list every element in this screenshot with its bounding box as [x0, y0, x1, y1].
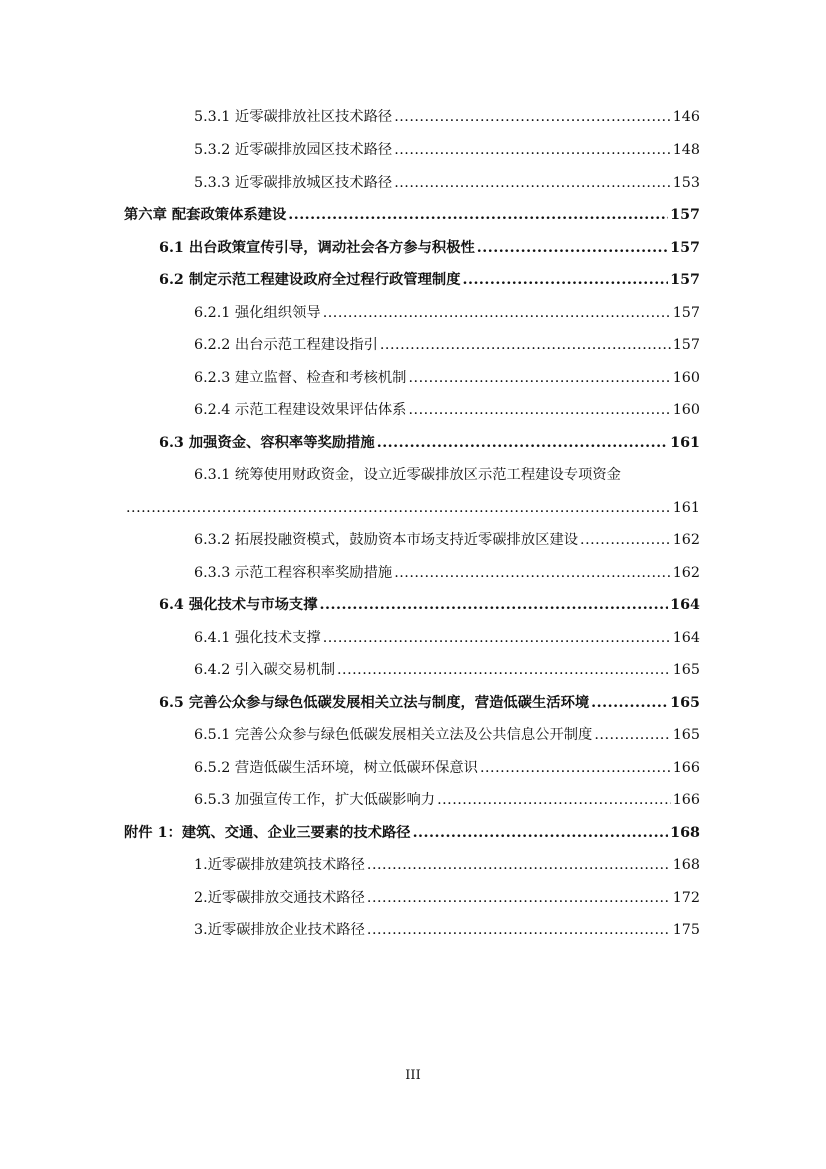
- toc-section-entry[interactable]: [159, 589, 700, 622]
- toc-entry-page: 164: [672, 630, 700, 646]
- toc-leader-dots: [394, 557, 671, 590]
- toc-entry[interactable]: [194, 557, 700, 590]
- toc-section-entry[interactable]: [159, 427, 700, 460]
- toc-leader-dots: [591, 687, 668, 720]
- toc-entry-title: 附件 1：建筑、交通、企业三要素的技术路径: [124, 825, 411, 841]
- toc-leader-dots: [413, 817, 669, 850]
- toc-entry-title: 6.2.1 强化组织领导: [194, 305, 321, 321]
- toc-entry[interactable]: [194, 784, 700, 817]
- toc-entry-title: 5.3.2 近零碳排放园区技术路径: [194, 142, 393, 158]
- toc-entry-page: 162: [672, 565, 700, 581]
- toc-entry[interactable]: [194, 362, 700, 395]
- toc-leader-dots: [437, 784, 671, 817]
- toc-entry-title: 6.1 出台政策宣传引导，调动社会各方参与积极性: [159, 240, 475, 256]
- toc-entry[interactable]: [194, 134, 700, 167]
- toc-leader-dots: [394, 101, 671, 134]
- toc-section-entry[interactable]: [159, 232, 700, 265]
- toc-entry-page: 164: [670, 597, 700, 613]
- toc-chapter-entry[interactable]: [124, 199, 700, 232]
- toc-entry-page: 157: [670, 207, 700, 223]
- toc-entry-title: 6.5.3 加强宣传工作，扩大低碳影响力: [194, 792, 436, 808]
- toc-entry-page: 157: [672, 305, 700, 321]
- toc-entry-title: 6.4 强化技术与市场支撑: [159, 597, 318, 613]
- toc-entry[interactable]: [194, 394, 700, 427]
- toc-entry-page: 162: [672, 532, 700, 548]
- toc-entry-page: 172: [672, 890, 700, 906]
- toc-entry[interactable]: [194, 882, 700, 915]
- toc-leader-dots: [320, 589, 669, 622]
- toc-entry[interactable]: [194, 459, 700, 492]
- toc-entry-page: 153: [672, 175, 700, 191]
- toc-entry[interactable]: [194, 622, 700, 655]
- toc-entry-title: 6.3.2 拓展投融资模式，鼓励资本市场支持近零碳排放区建设: [194, 532, 579, 548]
- toc-leader-dots: [377, 427, 668, 460]
- toc-entry-title: 6.2 制定示范工程建设政府全过程行政管理制度: [159, 272, 461, 288]
- toc-leader-dots: [594, 719, 670, 752]
- toc-entry-page: 161: [670, 435, 700, 451]
- toc-leader-dots: [463, 264, 669, 297]
- toc-entry-page: 157: [670, 240, 700, 256]
- toc-entry[interactable]: [194, 719, 700, 752]
- toc-entry[interactable]: [194, 752, 700, 785]
- toc-section-entry[interactable]: [159, 264, 700, 297]
- toc-entry-title: 6.3.3 示范工程容积率奖励措施: [194, 565, 393, 581]
- toc-entry-title: 6.4.1 强化技术支撑: [194, 630, 321, 646]
- toc-entry-title: 5.3.1 近零碳排放社区技术路径: [194, 109, 393, 125]
- toc-entry-page: 168: [672, 857, 700, 873]
- toc-entry-page: 160: [672, 402, 700, 418]
- toc-entry-page: 148: [672, 142, 700, 158]
- toc-entry-page: 157: [672, 337, 700, 353]
- toc-entry-title: 6.2.3 建立监督、检查和考核机制: [194, 370, 407, 386]
- toc-entry-page: 175: [672, 922, 700, 938]
- toc-leader-dots: [394, 134, 671, 167]
- toc-entry-page: 157: [670, 272, 700, 288]
- toc-section-entry[interactable]: [159, 687, 700, 720]
- toc-entry-page: 165: [672, 727, 700, 743]
- toc-entry[interactable]: [194, 849, 700, 882]
- toc-entry-page: 166: [672, 792, 700, 808]
- toc-entry[interactable]: [194, 101, 700, 134]
- toc-leader-dots: [337, 654, 671, 687]
- page-number: III: [405, 1068, 421, 1083]
- toc-entry-title: 6.5 完善公众参与绿色低碳发展相关立法与制度，营造低碳生活环境: [159, 695, 590, 711]
- toc-entry-title: 6.5.1 完善公众参与绿色低碳发展相关立法及公共信息公开制度: [194, 727, 593, 743]
- toc-appendix-entry[interactable]: [124, 817, 700, 850]
- toc-leader-dots: [367, 882, 671, 915]
- toc-entry[interactable]: [194, 167, 700, 200]
- toc-entry-title: 6.2.2 出台示范工程建设指引: [194, 337, 378, 353]
- toc-entry[interactable]: [194, 297, 700, 330]
- toc-entry-page: 160: [672, 370, 700, 386]
- toc-entry-title: 6.3.1 统筹使用财政资金，设立近零碳排放区示范工程建设专项资金: [194, 467, 621, 483]
- toc-entry-page: 161: [672, 500, 700, 516]
- toc-entry-title: 1.近零碳排放建筑技术路径: [194, 857, 365, 873]
- toc-entry[interactable]: [194, 524, 700, 557]
- toc-entry-page: 166: [672, 760, 700, 776]
- toc-entry[interactable]: [194, 654, 700, 687]
- toc-leader-dots: [323, 622, 671, 655]
- toc-entry-page: 165: [672, 662, 700, 678]
- toc-leader-dots: [367, 849, 671, 882]
- toc-entry-continuation[interactable]: [124, 492, 700, 525]
- toc-leader-dots: [477, 232, 668, 265]
- toc-leader-dots: [323, 297, 671, 330]
- toc-entry[interactable]: [194, 914, 700, 947]
- toc-entry-title: 2.近零碳排放交通技术路径: [194, 890, 365, 906]
- toc-leader-dots: [580, 524, 671, 557]
- toc-entry-title: 6.5.2 营造低碳生活环境，树立低碳环保意识: [194, 760, 478, 776]
- toc-entry-title: 6.3 加强资金、容积率等奖励措施: [159, 435, 375, 451]
- toc-entry[interactable]: [194, 329, 700, 362]
- toc-leader-dots: [367, 914, 671, 947]
- toc-leader-dots: [380, 329, 671, 362]
- toc-entry-title: 第六章 配套政策体系建设: [124, 207, 287, 223]
- toc-leader-dots: [126, 492, 671, 525]
- toc-leader-dots: [408, 394, 670, 427]
- toc-leader-dots: [408, 362, 670, 395]
- toc-leader-dots: [288, 199, 668, 232]
- toc-leader-dots: [480, 752, 671, 785]
- toc-entry-page: 165: [670, 695, 700, 711]
- toc-entry-page: 168: [670, 825, 700, 841]
- toc-leader-dots: [394, 167, 671, 200]
- toc-entry-title: 3.近零碳排放企业技术路径: [194, 922, 365, 938]
- toc-entry-title: 6.4.2 引入碳交易机制: [194, 662, 335, 678]
- toc-entry-page: 146: [672, 109, 700, 125]
- toc-entry-title: 6.2.4 示范工程建设效果评估体系: [194, 402, 407, 418]
- toc-entry-title: 5.3.3 近零碳排放城区技术路径: [194, 175, 393, 191]
